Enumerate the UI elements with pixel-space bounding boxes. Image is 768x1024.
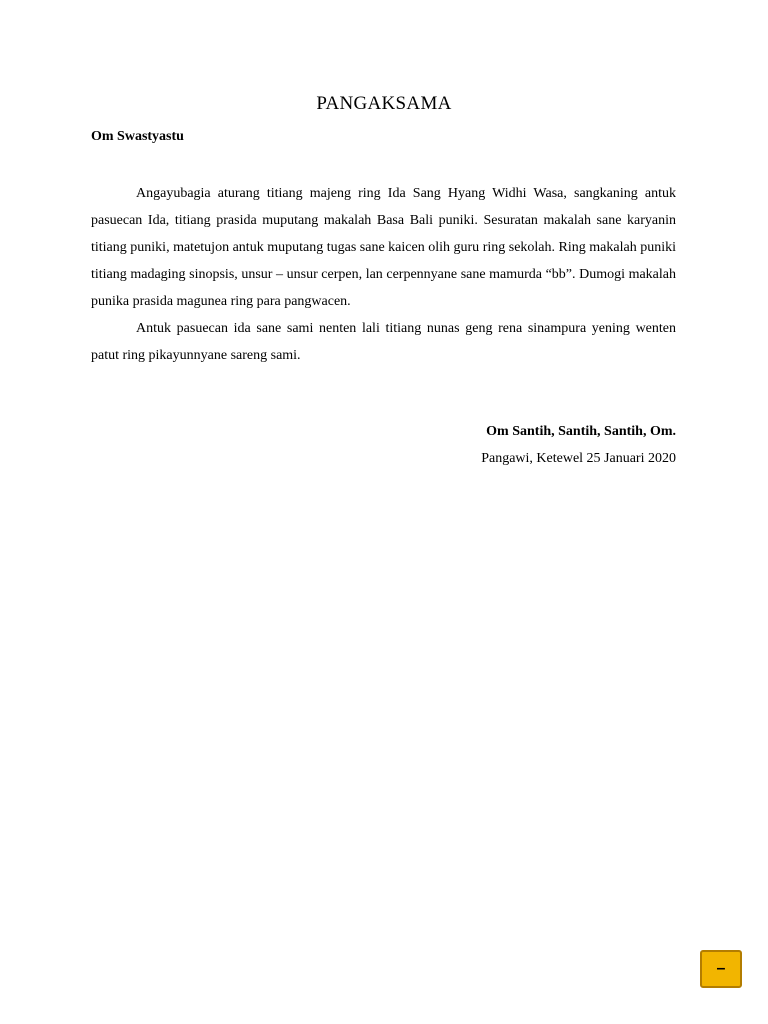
document-title: PANGAKSAMA bbox=[316, 93, 452, 114]
closing-salutation: Om Santih, Santih, Santih, Om. bbox=[486, 424, 676, 439]
paragraph: Angayubagia aturang titiang majeng ring Ida Sang Hyang Widhi Wasa, sangkaning antuk pasuecan Ida, titiang prasida muputang makalah Basa Bali puniki. Sesuratan makalah sane karyanin titiang puniki, matetujon antuk muputang tugas sane kaicen olih guru ring sekolah. Ring makalah puniki titiang madaging sinopsis, unsur – unsur cerpen, lan cerpennyane sane mamurda “bb”. Dumogi makalah punika prasida magunea ring para pangwacen. bbox=[91, 186, 676, 309]
place-date: Pangawi, Ketewel 25 Januari 2020 bbox=[481, 451, 676, 466]
body-text bbox=[91, 180, 676, 369]
paragraph: Antuk pasuecan ida sane sami nenten lali titiang nunas geng rena sinampura yening wenten patut ring pikayunnyane sareng sami. bbox=[91, 321, 676, 363]
greeting: Om Swastyastu bbox=[91, 129, 184, 144]
page-number-badge: – bbox=[700, 950, 742, 988]
